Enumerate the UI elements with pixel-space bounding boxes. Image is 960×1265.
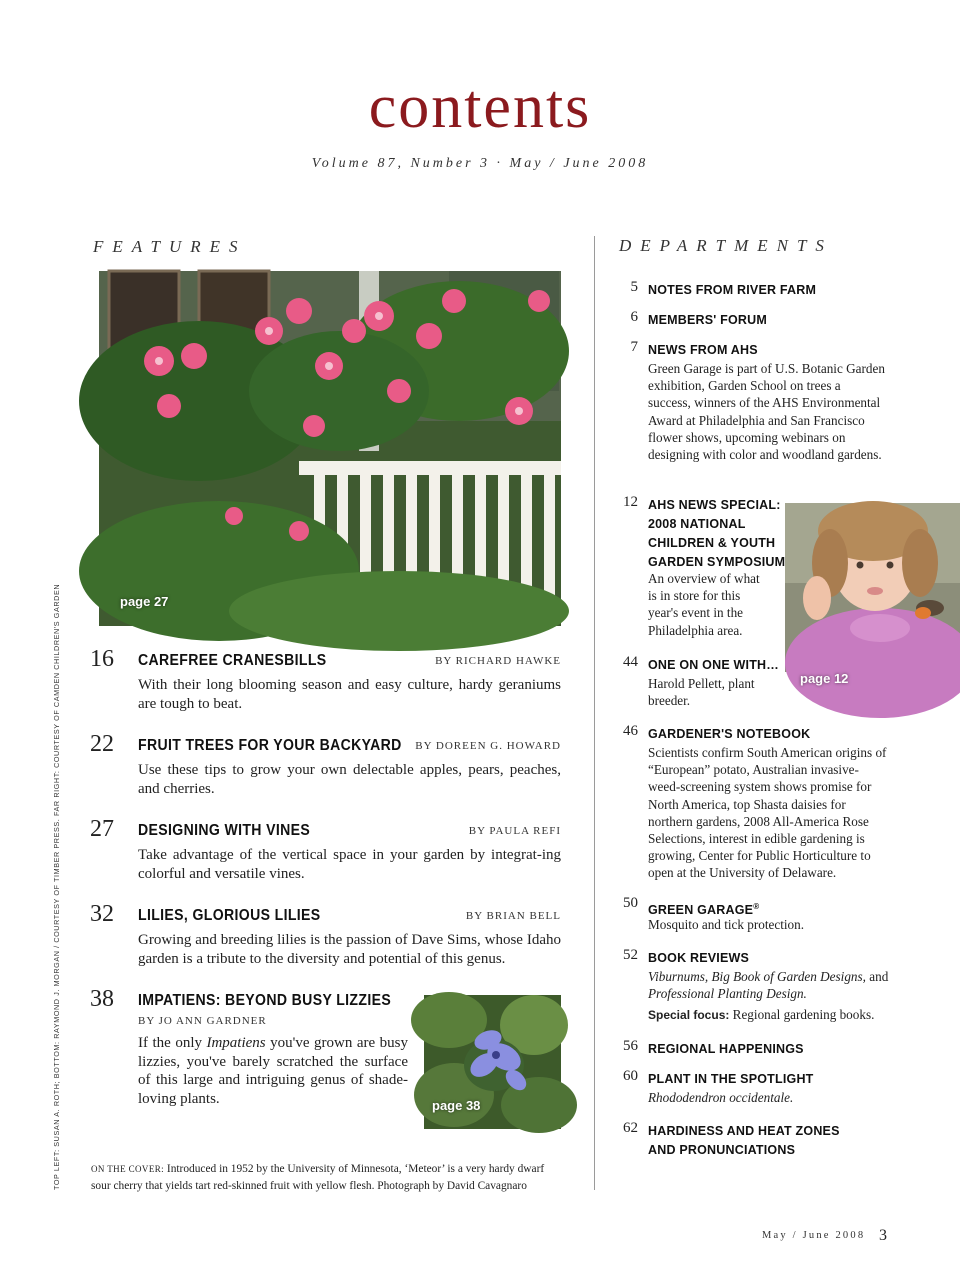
- feature-description: With their long blooming season and easy culture, hardy geraniums are tough to beat.: [138, 677, 561, 712]
- feature-title: IMPATIENS: BEYOND BUSY LIZZIES: [138, 992, 392, 1009]
- feature-item[interactable]: [90, 646, 561, 722]
- footer-page-number: 3: [879, 1227, 887, 1244]
- registered-mark: ®: [753, 902, 760, 911]
- footer-issue-date: May / June 2008: [762, 1230, 866, 1241]
- department-title: REGIONAL HAPPENINGS: [648, 1042, 804, 1056]
- feature-page-number: 22: [90, 731, 114, 757]
- desc-italic-genus: Impatiens: [206, 1035, 266, 1051]
- feature-photo-garden: [99, 271, 561, 626]
- department-page-number: 62: [623, 1120, 638, 1136]
- department-description: [648, 1089, 888, 1106]
- feature-page-number: 27: [90, 816, 114, 842]
- department-page-number: 7: [630, 339, 638, 355]
- department-page-number: 50: [623, 895, 638, 911]
- department-description: Scientists confirm South American origins of “European” potato, Australian invasive-weed-screening system shows promise for North America, top Shasta daisies for northern gardens, 2008 All-America Rose Selections, interest in edible gardening is growing, Center for Public Horticulture to open at the University of Delaware.: [648, 745, 887, 881]
- department-title: MEMBERS' FORUM: [648, 313, 767, 327]
- department-title: NEWS FROM AHS: [648, 343, 758, 357]
- department-page-number: 5: [630, 279, 638, 295]
- department-description: An overview of what is in store for this year's event in the Philadelphia area.: [648, 571, 760, 638]
- special-focus-text: Regional gardening books.: [729, 1007, 875, 1023]
- feature-description: Take advantage of the vertical space in your garden by integrat-ing colorful and versatile vines.: [138, 847, 561, 882]
- feature-photo-impatiens: [424, 995, 561, 1129]
- desc-text: you've grown are busy lizzies, you've barely scratched the surface of this large and intriguing genus of shade-loving plants.: [138, 1035, 408, 1107]
- department-item[interactable]: [616, 1122, 888, 1162]
- department-description: Harold Pellett, plant breeder.: [648, 676, 755, 709]
- desc-italic-plant: Rhododendron occidentale.: [648, 1090, 794, 1105]
- feature-item[interactable]: [90, 731, 561, 807]
- department-photo-child: [785, 503, 960, 686]
- title-line: HARDINESS AND HEAT ZONES: [648, 1124, 840, 1138]
- feature-page-number: 38: [90, 986, 114, 1012]
- cover-note-label: ON THE COVER:: [91, 1164, 165, 1174]
- title-line: 2008 NATIONAL: [648, 517, 746, 531]
- feature-item[interactable]: [90, 986, 420, 1112]
- department-page-number: 6: [630, 309, 638, 325]
- department-item[interactable]: [616, 656, 888, 716]
- cover-note: [91, 1161, 563, 1195]
- desc-text: If the only: [138, 1035, 207, 1051]
- title-line: GARDEN SYMPOSIUM: [648, 555, 786, 569]
- desc-text: and: [865, 969, 889, 984]
- feature-item[interactable]: [90, 816, 561, 892]
- department-page-number: 52: [623, 947, 638, 963]
- department-item[interactable]: [616, 281, 888, 301]
- department-description: [648, 968, 893, 1025]
- department-item[interactable]: [616, 725, 888, 885]
- garden-photo-image: [99, 271, 561, 626]
- department-title: ONE ON ONE WITH…: [648, 658, 779, 672]
- department-title: [648, 1122, 840, 1160]
- feature-byline: BY DOREEN G. HOWARD: [415, 740, 561, 752]
- feature-item[interactable]: [90, 901, 561, 977]
- department-title: NOTES FROM RIVER FARM: [648, 283, 817, 297]
- feature-page-number: 16: [90, 646, 114, 672]
- cover-note-text: Introduced in 1952 by the University of Minnesota, ‘Meteor’ is a very hardy dwarf sour cherry that yields tart red-skinned fruit with yellow flesh. Photograph by David Cavagnaro: [91, 1163, 545, 1192]
- feature-byline: BY PAULA REFI: [468, 825, 561, 837]
- feature-byline: BY JO ANN GARDNER: [138, 1015, 267, 1027]
- desc-italic-titles: Professional Planting Design.: [648, 986, 807, 1002]
- feature-byline: BY RICHARD HAWKE: [435, 655, 561, 667]
- title-line: AND PRONUNCIATIONS: [648, 1143, 796, 1157]
- photo-page-label: page 12: [800, 671, 849, 686]
- department-item[interactable]: [616, 949, 888, 1029]
- features-heading: FEATURES: [93, 237, 247, 256]
- feature-byline: BY BRIAN BELL: [465, 910, 561, 922]
- department-title: BOOK REVIEWS: [648, 951, 750, 965]
- feature-page-number: 32: [90, 901, 114, 927]
- issue-line: Volume 87, Number 3 · May / June 2008: [311, 156, 649, 171]
- feature-description: Growing and breeding lilies is the passion of Dave Sims, whose Idaho garden is a tribute to the diversity and potential of this genus.: [138, 932, 561, 967]
- feature-title: CAREFREE CRANESBILLS: [138, 652, 327, 669]
- photo-page-label: page 38: [432, 1098, 481, 1113]
- department-page-number: 44: [623, 654, 638, 670]
- special-focus-label: Special focus:: [648, 1008, 730, 1023]
- column-divider: [594, 236, 595, 1190]
- photo-credit: TOP LEFT: SUSAN A. ROTH; BOTTOM: RAYMOND J. MORGAN / COURTESY OF TIMBER PRESS. FAR RIGHT: COURTESY OF CAMDEN CHILDREN'S GARDEN: [52, 583, 61, 1190]
- department-item[interactable]: [616, 341, 888, 481]
- feature-description: [138, 1034, 408, 1108]
- department-item[interactable]: [616, 897, 888, 937]
- feature-title: LILIES, GLORIOUS LILIES: [138, 907, 321, 924]
- desc-italic-titles: Viburnums, Big Book of Garden Designs,: [648, 969, 866, 984]
- title-text: GREEN GARAGE: [648, 903, 754, 918]
- department-title: GARDENER'S NOTEBOOK: [648, 727, 811, 741]
- feature-description: Use these tips to grow your own delectable apples, pears, peaches, and cherries.: [138, 762, 561, 797]
- photo-page-label: page 27: [120, 594, 169, 609]
- department-page-number: 56: [623, 1038, 638, 1054]
- departments-heading: DEPARTMENTS: [619, 236, 833, 255]
- child-photo-image: [785, 503, 960, 672]
- department-item[interactable]: [616, 1040, 888, 1060]
- department-description: Green Garage is part of U.S. Botanic Garden exhibition, Garden School on trees a success, winners of the AHS Environmental Award at Philadelphia and San Francisco flower shows, upcoming webinars on designing with color and woodland gardens.: [648, 361, 885, 463]
- department-title: PLANT IN THE SPOTLIGHT: [648, 1072, 814, 1086]
- department-item[interactable]: [616, 1070, 888, 1110]
- page-title: contents: [368, 73, 592, 141]
- title-line: CHILDREN & YOUTH: [648, 536, 776, 550]
- department-item[interactable]: [616, 311, 888, 331]
- department-page-number: 60: [623, 1068, 638, 1084]
- department-page-number: 46: [623, 723, 638, 739]
- feature-title: DESIGNING WITH VINES: [138, 822, 311, 839]
- department-page-number: 12: [623, 494, 638, 510]
- department-title: [648, 496, 785, 572]
- feature-title: FRUIT TREES FOR YOUR BACKYARD: [138, 737, 402, 754]
- title-line: AHS NEWS SPECIAL:: [648, 498, 781, 512]
- department-description: Mosquito and tick protection.: [648, 917, 805, 932]
